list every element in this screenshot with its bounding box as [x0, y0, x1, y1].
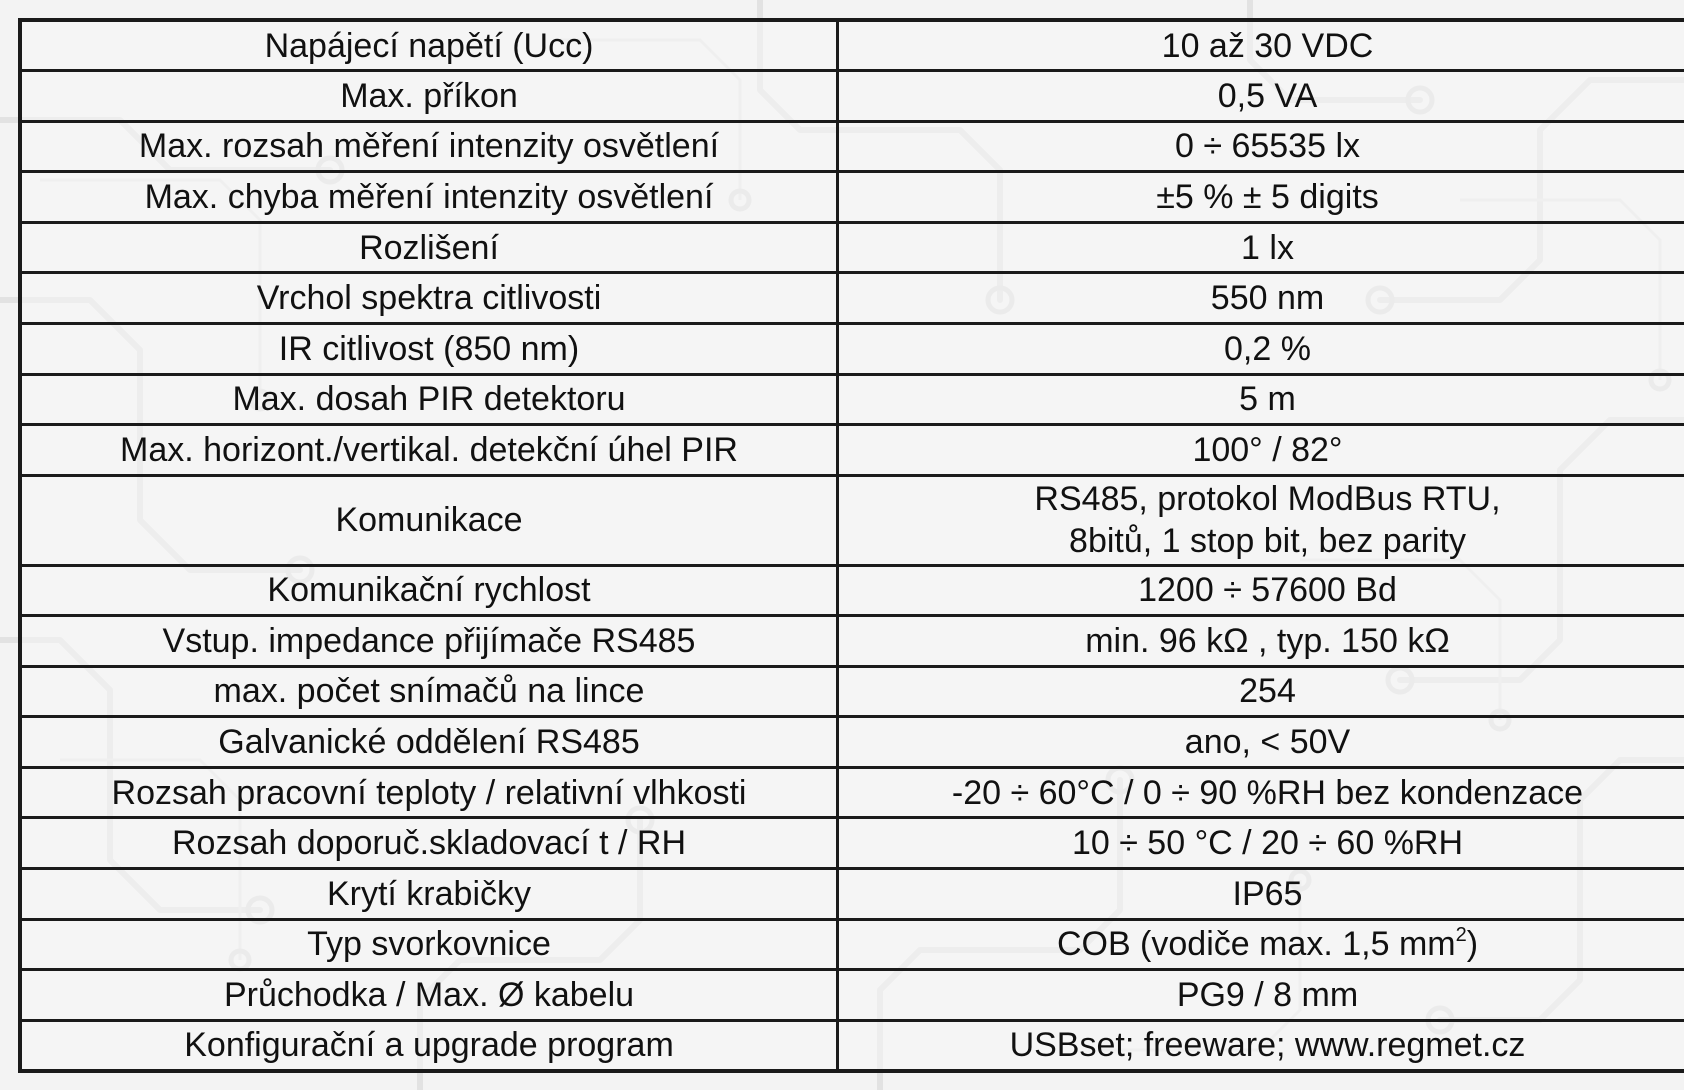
- parameter-cell: Komunikace: [20, 475, 838, 565]
- value-cell: 0 ÷ 65535 lx: [838, 121, 1684, 172]
- parameter-cell: Max. příkon: [20, 71, 838, 122]
- superscript: 2: [1455, 924, 1467, 947]
- parameter-cell: Vrchol spektra citlivosti: [20, 273, 838, 324]
- value-cell: min. 96 kΩ , typ. 150 kΩ: [838, 616, 1684, 667]
- parameter-cell: Typ svorkovnice: [20, 919, 838, 970]
- value-cell: [838, 475, 1684, 565]
- value-cell: 0,5 VA: [838, 71, 1684, 122]
- parameter-cell: Galvanické oddělení RS485: [20, 717, 838, 768]
- parameter-cell: Průchodka / Max. Ø kabelu: [20, 970, 838, 1021]
- parameter-cell: Rozsah doporuč.skladovací t / RH: [20, 818, 838, 869]
- parameter-cell: IR citlivost (850 nm): [20, 323, 838, 374]
- value-cell: 1 lx: [838, 222, 1684, 273]
- value-cell: 10 až 30 VDC: [838, 20, 1684, 71]
- value-text: COB (vodiče max. 1,5 mm: [1056, 925, 1456, 964]
- value-cell: 0,2 %: [838, 323, 1684, 374]
- parameter-cell: Komunikační rychlost: [20, 565, 838, 616]
- value-cell: USBset; freeware; www.regmet.cz: [838, 1020, 1684, 1071]
- value-cell: IP65: [838, 868, 1684, 919]
- table-row: [20, 970, 1684, 1021]
- parameter-cell: Napájecí napětí (Ucc): [20, 20, 838, 71]
- parameter-cell: Max. chyba měření intenzity osvětlení: [20, 172, 838, 223]
- value-line: RS485, protokol ModBus RTU,: [1034, 480, 1501, 519]
- table-row: [20, 273, 1684, 324]
- table-row: [20, 71, 1684, 122]
- parameter-cell: Krytí krabičky: [20, 868, 838, 919]
- table-row: [20, 374, 1684, 425]
- table-row: [20, 717, 1684, 768]
- table-row: [20, 20, 1684, 71]
- table-row: [20, 172, 1684, 223]
- parameter-cell: Max. rozsah měření intenzity osvětlení: [20, 121, 838, 172]
- table-row: [20, 565, 1684, 616]
- value-cell: -20 ÷ 60°C / 0 ÷ 90 %RH bez kondenzace: [838, 767, 1684, 818]
- table-row: [20, 767, 1684, 818]
- table-row: [20, 666, 1684, 717]
- value-line: 8bitů, 1 stop bit, bez parity: [1069, 522, 1466, 561]
- table-row: [20, 222, 1684, 273]
- table-row: [20, 919, 1684, 970]
- table-row: [20, 868, 1684, 919]
- value-cell: 550 nm: [838, 273, 1684, 324]
- parameter-cell: Konfigurační a upgrade program: [20, 1020, 838, 1071]
- value-cell: [838, 919, 1684, 970]
- value-cell: 254: [838, 666, 1684, 717]
- value-text: ): [1466, 925, 1479, 964]
- value-cell: 1200 ÷ 57600 Bd: [838, 565, 1684, 616]
- table-row: [20, 1020, 1684, 1071]
- value-cell: ±5 % ± 5 digits: [838, 172, 1684, 223]
- value-cell: ano, < 50V: [838, 717, 1684, 768]
- value-cell: PG9 / 8 mm: [838, 970, 1684, 1021]
- table-row: [20, 616, 1684, 667]
- specification-table-body: [20, 20, 1684, 1071]
- table-row: [20, 121, 1684, 172]
- parameter-cell: Max. horizont./vertikal. detekční úhel PIR: [20, 425, 838, 476]
- specification-table: [18, 18, 1684, 1073]
- parameter-cell: max. počet snímačů na lince: [20, 666, 838, 717]
- value-cell: 100° / 82°: [838, 425, 1684, 476]
- value-cell: 10 ÷ 50 °C / 20 ÷ 60 %RH: [838, 818, 1684, 869]
- parameter-cell: Vstup. impedance přijímače RS485: [20, 616, 838, 667]
- table-row: [20, 818, 1684, 869]
- parameter-cell: Max. dosah PIR detektoru: [20, 374, 838, 425]
- table-row: [20, 475, 1684, 565]
- parameter-cell: Rozlišení: [20, 222, 838, 273]
- parameter-cell: Rozsah pracovní teploty / relativní vlhkosti: [20, 767, 838, 818]
- value-cell: 5 m: [838, 374, 1684, 425]
- table-row: [20, 323, 1684, 374]
- table-row: [20, 425, 1684, 476]
